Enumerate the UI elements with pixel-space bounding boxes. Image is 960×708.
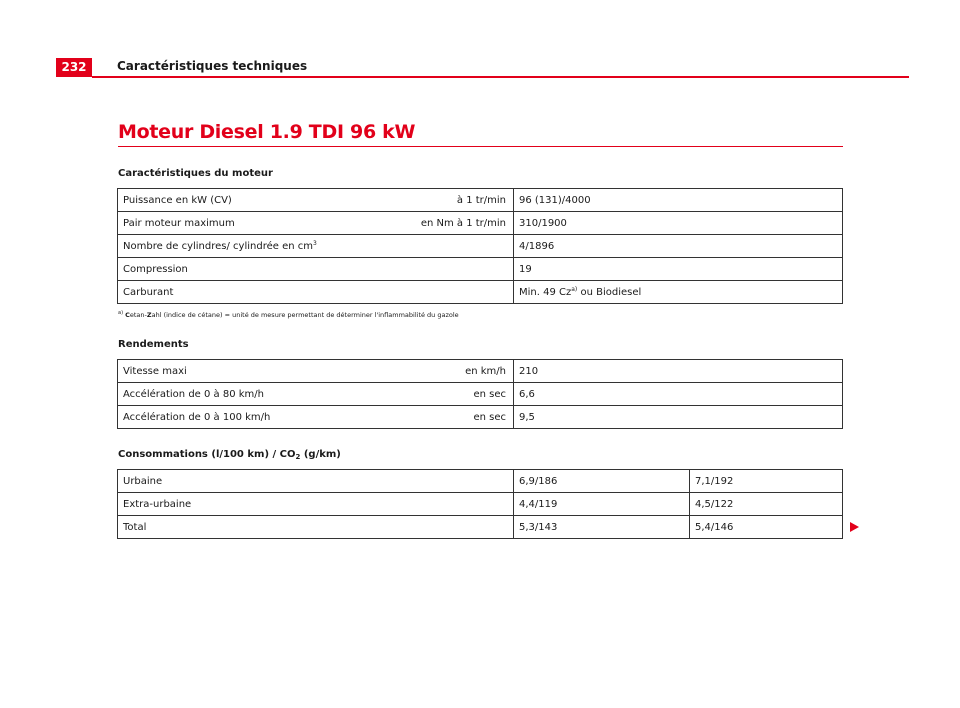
table-row — [118, 383, 843, 406]
footnote-marker: a) — [118, 310, 124, 316]
table-row — [118, 235, 843, 258]
row-value: 4,4/119 — [514, 493, 690, 516]
row-value: 310/1900 — [514, 212, 843, 235]
row-label: Carburant — [123, 286, 174, 298]
footnote-text: ahl (indice de cétane) = unité de mesure permettant de déterminer l'inflammabilité du gazole — [151, 311, 459, 319]
consumption-table — [117, 469, 843, 539]
row-label: Puissance en kW (CV) — [123, 194, 232, 206]
engine-heading: Caractéristiques du moteur — [118, 168, 273, 179]
row-value: 6,9/186 — [514, 470, 690, 493]
row-value: 5,3/143 — [514, 516, 690, 539]
row-label: Extra-urbaine — [118, 493, 514, 516]
row-value: 19 — [514, 258, 843, 281]
footnote-reference: a) — [571, 286, 578, 293]
row-label: Accélération de 0 à 100 km/h — [123, 411, 271, 423]
header-divider — [92, 76, 909, 78]
row-label: Total — [118, 516, 514, 539]
row-value: 5,4/146 — [690, 516, 843, 539]
row-label: Pair moteur maximum — [123, 217, 235, 229]
title-divider — [118, 146, 843, 147]
row-unit: en Nm à 1 tr/min — [420, 217, 506, 229]
row-value: 7,1/192 — [690, 470, 843, 493]
row-value: 9,5 — [514, 406, 843, 429]
footnote: $^{a)}$ Cetan-Zahl (indice de cétane) = unité de mesure permettant de déterminer l'inflammabilité du gazole — [118, 310, 459, 319]
row-label: Nombre de cylindres/ cylindrée en cm — [123, 241, 313, 252]
table-row — [118, 360, 843, 383]
row-label: Accélération de 0 à 80 km/h — [123, 388, 264, 400]
row-label-superscript: 3 — [313, 240, 317, 247]
row-value: 4/1896 — [514, 235, 843, 258]
row-value: 210 — [514, 360, 843, 383]
page-number-badge: 232 — [56, 58, 92, 77]
row-label: Compression — [123, 263, 188, 275]
table-row — [118, 189, 843, 212]
row-value: 96 (131)/4000 — [514, 189, 843, 212]
consumption-heading: Consommations (l/100 $km) / CO_2$ (g/km) — [118, 449, 341, 461]
table-row — [118, 258, 843, 281]
table-row — [118, 406, 843, 429]
table-row — [118, 493, 843, 516]
row-value: 6,6 — [514, 383, 843, 406]
row-unit: en km/h — [465, 365, 506, 377]
table-row — [118, 516, 843, 539]
performance-table — [117, 359, 843, 429]
table-row — [118, 212, 843, 235]
page-title: Moteur Diesel 1.9 TDI 96 kW — [118, 121, 416, 143]
section-title: Caractéristiques techniques — [117, 59, 308, 73]
performance-heading: Rendements — [118, 339, 189, 350]
row-unit: à 1 tr/min — [456, 194, 506, 206]
table-row — [118, 470, 843, 493]
table-row — [118, 281, 843, 304]
row-label: Vitesse maxi — [123, 365, 187, 377]
row-unit: en sec — [473, 411, 506, 423]
row-unit: en sec — [473, 388, 506, 400]
row-label: Urbaine — [118, 470, 514, 493]
engine-table — [117, 188, 843, 304]
row-value: 4,5/122 — [690, 493, 843, 516]
row-value: Min. 49 Cz — [519, 287, 572, 298]
triangle-right-icon — [850, 522, 859, 532]
row-value-suffix: ou Biodiesel — [577, 287, 642, 298]
